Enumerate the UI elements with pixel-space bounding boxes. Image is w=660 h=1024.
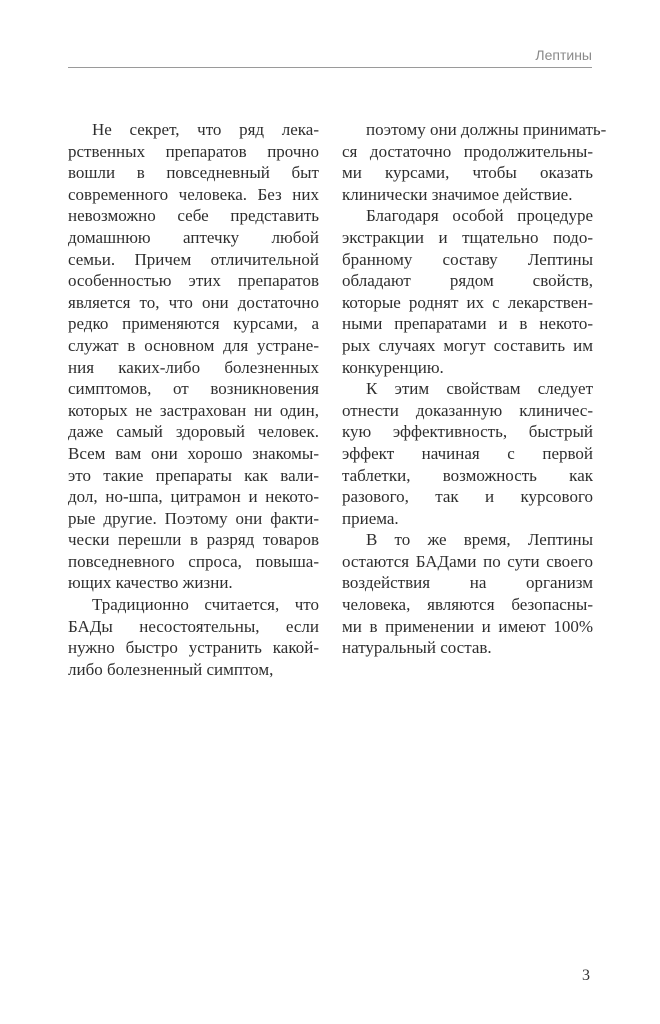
- paragraph-line: Благодаря особой процедуре: [366, 206, 593, 226]
- paragraph-line: бранному составу Лептины: [342, 249, 593, 269]
- paragraph-line: экстракции и тщательно подо-: [342, 227, 593, 247]
- paragraph-line: домашнюю аптечку любой: [68, 227, 319, 247]
- right-column: [342, 119, 607, 659]
- paragraph-line: Традиционно считается, что: [92, 595, 319, 615]
- paragraph-line: К этим свойствам следует: [366, 379, 593, 399]
- paragraph-line: клинически значимое действие.: [342, 184, 573, 204]
- paragraph-line: невозможно себе представить: [68, 206, 319, 226]
- paragraph-line: разового, так и курсового: [342, 487, 593, 507]
- paragraph-line: Всем вам они хорошо знакомы-: [68, 443, 319, 463]
- paragraph-line: таблетки, возможность как: [342, 465, 593, 485]
- paragraph-line: Не секрет, что ряд лека-: [92, 120, 319, 139]
- paragraph-line: обладают рядом свойств,: [342, 271, 593, 291]
- paragraph-line: БАДы несостоятельны, если: [68, 616, 319, 636]
- paragraph-line: вошли в повседневный быт: [68, 163, 319, 183]
- paragraph-line: отнести доказанную клиничес-: [342, 400, 593, 420]
- paragraph-line: редко применяются курсами, а: [68, 314, 319, 334]
- paragraph-line: либо болезненный симптом,: [68, 659, 274, 679]
- paragraph-line: симптомов, от возникновения: [68, 379, 319, 399]
- paragraph-line: особенностью этих препаратов: [68, 271, 319, 291]
- paragraph-line: воздействия на организм: [342, 573, 593, 593]
- paragraph-line: дол, но-шпа, цитрамон и некото-: [68, 487, 319, 507]
- paragraph-line: является то, что они достаточно: [68, 292, 319, 312]
- paragraph-line: служат в основном для устране-: [68, 335, 319, 355]
- paragraph-line: эффект начиная с первой: [342, 443, 593, 463]
- paragraph-line: ми курсами, чтобы оказать: [342, 163, 593, 183]
- paragraph-line: рых случаях могут составить им: [342, 335, 593, 355]
- paragraph-line: ся достаточно продолжительны-: [342, 141, 593, 161]
- left-column: [68, 119, 319, 680]
- paragraph-line: поэтому они должны принимать-: [366, 120, 607, 139]
- running-header-title: Лептины: [535, 47, 592, 63]
- paragraph-line: ния каких-либо болезненных: [68, 357, 319, 377]
- paragraph-line: семьи. Причем отличительной: [68, 249, 319, 269]
- paragraph-line: нужно быстро устранить какой-: [68, 638, 319, 658]
- paragraph-line: даже самый здоровый человек.: [68, 422, 319, 442]
- paragraph-line: кую эффективность, быстрый: [342, 422, 593, 442]
- paragraph-line: конкуренцию.: [342, 357, 444, 377]
- paragraph-line: натуральный состав.: [342, 638, 492, 658]
- paragraph-line: ющих качество жизни.: [68, 573, 233, 593]
- page-number: 3: [582, 967, 590, 984]
- paragraph-line: человека, являются безопасны-: [342, 595, 593, 615]
- paragraph-line: приема.: [342, 508, 399, 528]
- paragraph-line: ми в применении и имеют 100%: [342, 616, 593, 636]
- paragraph-line: рственных препаратов прочно: [68, 141, 319, 161]
- paragraph-line: повседневного спроса, повыша-: [68, 551, 319, 571]
- header-rule: [68, 67, 592, 68]
- paragraph-line: ными препаратами и в некото-: [342, 314, 593, 334]
- paragraph-line: рые другие. Поэтому они факти-: [68, 508, 319, 528]
- paragraph-line: которые роднят их с лекарствен-: [342, 292, 593, 312]
- paragraph-line: чески перешли в разряд товаров: [68, 530, 319, 550]
- paragraph-line: современного человека. Без них: [68, 184, 319, 204]
- paragraph-line: остаются БАДами по сути своего: [342, 551, 593, 571]
- paragraph-line: которых не застрахован ни один,: [68, 400, 319, 420]
- paragraph-line: это такие препараты как вали-: [68, 465, 319, 485]
- paragraph-line: В то же время, Лептины: [366, 530, 593, 550]
